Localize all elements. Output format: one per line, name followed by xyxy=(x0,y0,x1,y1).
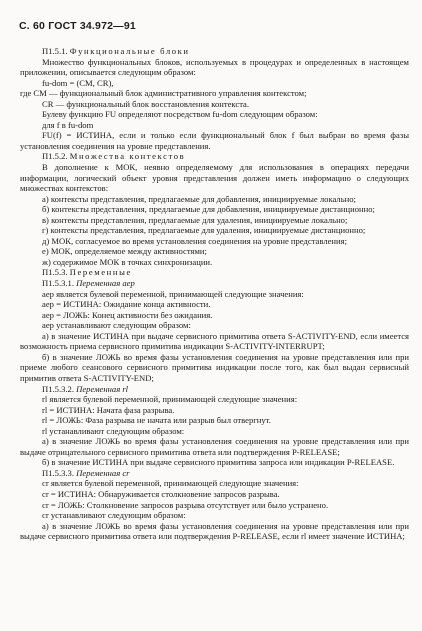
paragraph: аер устанавливают следующим образом: xyxy=(42,320,191,331)
list-item: б) контексты представления, предлагаемые для добавления, инициируемые дистанционно; xyxy=(42,204,375,215)
section-title: Переменные xyxy=(69,267,132,278)
paragraph: Множество функциональных блоков, используемых в процедурах и определенных в настоящем приложении, описывается следующим образом: xyxy=(20,56,409,78)
definition-line: cr = ЛОЖЬ: Столкновение запросов разрыва отсутствует или было устранено. xyxy=(42,499,329,510)
list-item: д) МОК, согласуемое во время установления соединения на уровне представления; xyxy=(42,235,347,246)
list-item: а) контексты представления, предлагаемые для добавления, инициируемые локально; xyxy=(42,193,356,204)
list-item: ж) содержимое МОК в точках синхронизации. xyxy=(42,256,213,267)
section-heading-p1-5-3 xyxy=(20,267,409,278)
paragraph: для f в fu-dom xyxy=(42,119,94,130)
list-item: б) в значение ЛОЖЬ во время фазы установления соединения на уровне представления или при приеме любого сеансового сервисного примитива индикации после того, как был выдан сервисный примитив ответа S-ACTIVITY-END; xyxy=(20,351,409,383)
section-title: Переменная rl xyxy=(76,383,129,394)
section-title: Переменная cr xyxy=(76,467,130,478)
definition-line: rl = ЛОЖЬ: Фаза разрыва не начата или разрыв был отвергнут. xyxy=(42,415,271,426)
paragraph: CR — функциональный блок восстановления контекста. xyxy=(42,98,250,109)
section-title: Множества контекстов xyxy=(69,151,186,162)
section-heading-p1-5-1 xyxy=(20,46,409,57)
list-item: б) в значение ИСТИНА при выдаче сервисного примитива запроса или индикации P-RELEASE. xyxy=(42,457,395,468)
document-body xyxy=(20,46,409,542)
page-header: С. 60 ГОСТ 34.972—91 xyxy=(19,20,136,32)
section-number: П1.5.1. xyxy=(42,46,68,56)
section-number: П1.5.3. xyxy=(42,267,68,278)
paragraph: аер является булевой переменной, принимающей следующие значения: xyxy=(42,288,304,299)
paragraph: где CM — функциональный блок административного управления контекстом; xyxy=(20,88,307,99)
section-heading-p1-5-3-2 xyxy=(20,384,409,395)
paragraph: cr является булевой переменной, принимающей следующие значения: xyxy=(42,478,299,489)
section-heading-p1-5-3-1 xyxy=(20,278,409,289)
section-heading-p1-5-2 xyxy=(20,151,409,162)
definition-line: аер = ЛОЖЬ: Конец активности без ожидания. xyxy=(42,309,213,320)
list-item: е) МОК, определяемое между активностями; xyxy=(42,246,207,257)
section-number: П1.5.2. xyxy=(42,151,68,162)
definition-line: cr = ИСТИНА: Обнаруживается столкновение запросов разрыва. xyxy=(42,488,280,499)
list-item: в) контексты представления, предлагаемые для удаления, инициируемые локально; xyxy=(42,214,348,225)
list-item: а) в значение ЛОЖЬ во время фазы установления соединения на уровне представления или при выдаче отрицательного сервисного примитива ответа или подтверждения P-RELEASE; xyxy=(20,436,409,457)
section-number: П1.5.3.1. xyxy=(42,278,74,289)
section-title: Функциональные блоки xyxy=(69,46,190,56)
paragraph: В дополнение к МОК, неявно определяемому для использования в операциях передачи информации, логический объект уровня представления должен иметь информацию о следующих множествах контекстов: xyxy=(20,162,409,194)
definition-line: аер = ИСТИНА: Ожидание конца активности. xyxy=(42,299,211,310)
paragraph: Булеву функцию FU определяют посредством fu-dom следующим образом: xyxy=(42,109,318,120)
section-number: П1.5.3.2. xyxy=(42,383,74,394)
paragraph: rl является булевой переменной, принимающей следующие значения: xyxy=(42,394,298,405)
formula: fu-dom = (CM, CR), xyxy=(42,77,114,88)
definition-line: rl = ИСТИНА: Начата фаза разрыва. xyxy=(42,404,175,415)
section-number: П1.5.3.3. xyxy=(42,467,74,478)
formula: FU(f) = ИСТИНА, если и только если функциональный блок f был выбран во время фазы установления соединения на уровне представления. xyxy=(20,130,409,151)
paragraph: rl устанавливают следующим образом: xyxy=(42,425,185,436)
paragraph: cr устанавливают следующим образом: xyxy=(42,510,186,521)
list-item: а) в значение ЛОЖЬ во время фазы установления соединения на уровне представления или при выдаче сервисного примитива ответа или подтверждения P-RELEASE, если rl имеет значение ИСТИНА; xyxy=(20,520,409,542)
list-item: а) в значение ИСТИНА при выдаче сервисного примитива ответа S-ACTIVITY-END, если имеется возможность приема сервисного примитива индикации S-ACTIVITY-INTERRUPT; xyxy=(20,330,409,352)
list-item: г) контексты представления, предлагаемые для удаления, инициируемые дистанционно; xyxy=(42,225,366,236)
section-heading-p1-5-3-3 xyxy=(20,468,409,479)
section-title: Переменная аер xyxy=(76,278,135,289)
